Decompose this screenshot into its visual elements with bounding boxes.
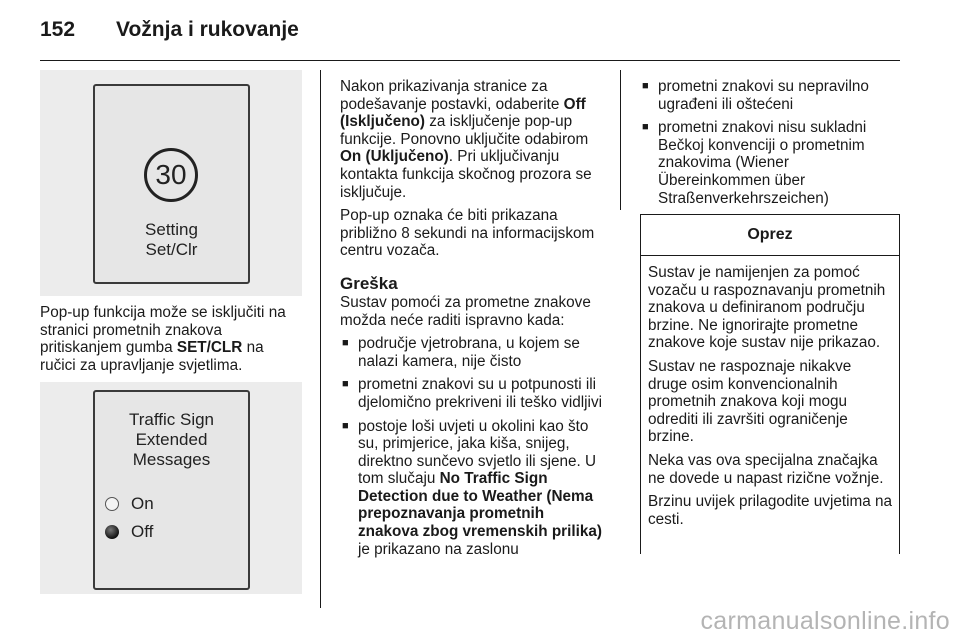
text-run: Nakon prikazivanja stranice za podešavanje postavki, odaberite [340, 78, 564, 113]
display-title [95, 410, 248, 470]
column-3-text [640, 78, 902, 213]
caution-title: Oprez [641, 215, 899, 256]
text-run: je prikazano na zaslonu [358, 540, 519, 558]
paragraph: Sustav je namijenjen za pomoć vozaču u raspoznavanju prometnih znakova u definiranom području brzine. Ne ignorirajte prometne znakove koje sustav nije prikazao. [648, 264, 886, 352]
display-screen [93, 84, 250, 284]
caution-body [641, 256, 899, 528]
header-rule [40, 60, 900, 61]
display-message-text: No Traffic Sign Detection due to Weather (Nema prepoznavanja prometnih znakova zbog vremenskih prilika) [358, 470, 602, 541]
text-run: . Pri uključivanju kontakta funkcija skočnog prozora se isključuje. [340, 148, 592, 201]
column-divider-1 [320, 70, 321, 608]
radio-selected-icon [105, 525, 119, 539]
display-caption [95, 220, 248, 260]
bullet-item: ■ prometni znakovi su u potpunosti ili djelomično prekriveni ili teško vidljivi [340, 376, 606, 411]
page-header [40, 18, 299, 42]
option-name-text: On (Uključeno) [340, 148, 449, 166]
option-off-label: Off [131, 522, 154, 541]
option-off [105, 522, 153, 542]
speed-limit-value: 30 [155, 159, 187, 190]
display-title-line3: Messages [132, 450, 211, 469]
page-number: 152 [40, 18, 76, 41]
text-run: na ručici za upravljanje svjetlima. [40, 339, 264, 374]
display-screen [93, 390, 250, 590]
section-heading: Greška [340, 273, 398, 293]
caution-box [640, 214, 900, 554]
figure-extended-messages-display [40, 382, 302, 594]
text-run: postoje loši uvjeti u okolini kao što su, primjerice, jaka kiša, snijeg, direktno sunčevo svjetlo ili sjene. U tom slučaju [358, 417, 597, 488]
paragraph: Sustav pomoći za prometne znakove možda neće raditi ispravno kada: [340, 293, 591, 329]
paragraph [40, 304, 302, 374]
button-name-text: SET/CLR [176, 339, 243, 357]
column-1-text [40, 304, 302, 380]
watermark: carmanualsonline.info [700, 607, 950, 635]
text-run: Pop-up funkcija može se isključiti na stranici prometnih znakova pritiskanjem gumba [40, 304, 286, 357]
bullet-item [340, 418, 606, 559]
paragraph: Sustav ne raspoznaje nikakve druge osim konvencionalnih prometnih znakova koji mogu odrediti ili završiti ograničenje brzine. [648, 357, 852, 446]
column-2-text [340, 78, 606, 564]
radio-unselected-icon [105, 497, 119, 511]
page-title: Vožnja i rukovanje [116, 18, 299, 41]
bullet-item: ■ prometni znakovi su nepravilno ugrađeni ili oštećeni [640, 78, 902, 113]
option-on-label: On [131, 494, 154, 513]
display-title-line2: Extended [135, 430, 208, 449]
bullet-item: ■ područje vjetrobrana, u kojem se nalazi kamera, nije čisto [340, 335, 606, 370]
paragraph [340, 78, 606, 201]
option-on [105, 494, 154, 514]
display-caption-line2: Set/Clr [145, 240, 198, 259]
display-title-line1: Traffic Sign [128, 410, 215, 429]
option-name-text: Off (Isključeno) [340, 95, 586, 131]
paragraph: Pop-up oznaka će biti prikazana približno 8 sekundi na informacijskom centru vozača. [340, 207, 595, 260]
paragraph: Neka vas ova specijalna značajka ne dovede u napast rizične vožnje. [648, 451, 884, 487]
display-caption-line1: Setting [145, 220, 198, 239]
bullet-item: ■ prometni znakovi nisu sukladni Bečkoj konvenciji o prometnim znakovima (Wiener Übereinkommen über Straßenverkehrszeichen) [640, 119, 902, 207]
speed-limit-sign-icon [144, 148, 198, 202]
text-run: za isključenje pop-up funkcije. Ponovno uključite odabirom [340, 113, 589, 148]
figure-setting-display [40, 70, 302, 296]
paragraph: Brzinu uvijek prilagodite uvjetima na cesti. [648, 493, 893, 528]
column-divider-2 [620, 70, 621, 210]
